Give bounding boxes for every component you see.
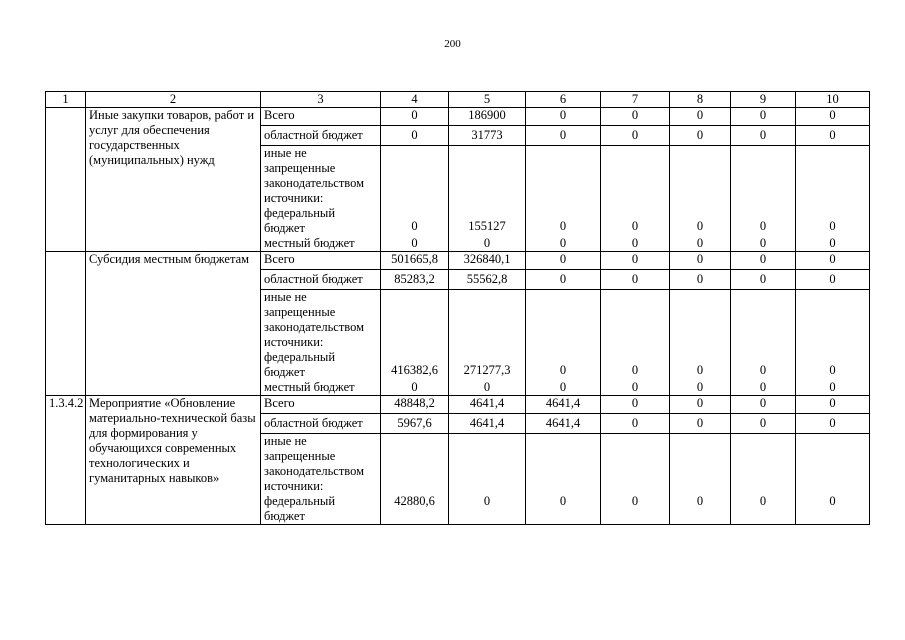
budget-table — [45, 91, 870, 525]
value-stack — [604, 290, 666, 395]
federal-value: 155127 — [468, 219, 506, 233]
federal-value: 0 — [829, 363, 836, 377]
source-line: запрещенные — [264, 449, 336, 463]
source-line-local: местный бюджет — [264, 380, 355, 394]
value-cell-stack — [670, 290, 731, 396]
value-stack — [734, 146, 792, 251]
local-value: 0 — [483, 380, 491, 394]
value-cell-stack — [670, 146, 731, 252]
source-label-regional: областной бюджет — [261, 126, 381, 146]
federal-value: 0 — [759, 363, 767, 377]
source-line: бюджет — [264, 365, 305, 379]
value-cell: 186900 — [449, 108, 526, 126]
value-cell: 0 — [670, 396, 731, 414]
value-stack — [604, 434, 666, 524]
value-stack — [529, 290, 597, 395]
federal-value: 0 — [631, 494, 639, 508]
local-value: 0 — [559, 236, 567, 250]
value-cell-stack — [449, 290, 526, 396]
value-cell: 0 — [731, 414, 796, 434]
value-cell-stack — [526, 290, 601, 396]
value-cell: 0 — [601, 270, 670, 290]
header-cell: 5 — [449, 92, 526, 108]
value-cell: 0 — [381, 126, 449, 146]
value-cell: 0 — [731, 108, 796, 126]
header-cell: 2 — [86, 92, 261, 108]
header-cell: 1 — [46, 92, 86, 108]
value-cell-stack — [796, 290, 870, 396]
local-value: 0 — [559, 380, 567, 394]
value-cell: 0 — [796, 108, 870, 126]
local-value: 0 — [411, 380, 418, 394]
federal-value: 0 — [696, 363, 704, 377]
row-name-cell: Мероприятие «Обновление материально-технической базы для формирования у обучающихся современных технологических и гуманитарных навыков» — [86, 396, 261, 525]
value-stack — [604, 146, 666, 251]
value-cell-stack — [796, 146, 870, 252]
value-cell-stack — [381, 290, 449, 396]
source-line: запрещенные — [264, 161, 336, 175]
table-row-total — [46, 252, 870, 270]
value-cell: 0 — [526, 126, 601, 146]
value-cell: 55562,8 — [449, 270, 526, 290]
source-line: федеральный — [264, 494, 336, 508]
source-label-total: Всего — [261, 108, 381, 126]
federal-value: 0 — [483, 494, 491, 508]
value-cell: 0 — [670, 108, 731, 126]
value-cell-stack — [670, 434, 731, 525]
federal-value: 0 — [696, 219, 704, 233]
value-stack — [673, 146, 727, 251]
value-stack — [799, 434, 866, 524]
source-line: бюджет — [264, 221, 305, 235]
local-value: 0 — [696, 236, 704, 250]
local-value: 0 — [631, 380, 639, 394]
federal-value: 0 — [829, 494, 836, 508]
value-cell: 0 — [796, 414, 870, 434]
value-cell: 4641,4 — [449, 396, 526, 414]
value-cell: 0 — [731, 396, 796, 414]
value-stack — [673, 290, 727, 395]
value-cell: 4641,4 — [526, 414, 601, 434]
value-cell: 0 — [731, 270, 796, 290]
value-cell: 4641,4 — [526, 396, 601, 414]
federal-value: 271277,3 — [463, 363, 511, 377]
value-stack — [452, 290, 522, 395]
federal-value: 0 — [631, 219, 639, 233]
value-cell: 0 — [526, 252, 601, 270]
value-cell-stack — [449, 146, 526, 252]
value-cell: 0 — [731, 252, 796, 270]
value-cell-stack — [601, 290, 670, 396]
value-stack — [452, 146, 522, 251]
table-row-total — [46, 396, 870, 414]
source-line-local: местный бюджет — [264, 236, 355, 250]
federal-value: 0 — [829, 219, 836, 233]
source-line: законодательством — [264, 176, 365, 190]
federal-value: 0 — [696, 494, 704, 508]
value-cell: 0 — [601, 396, 670, 414]
source-label-other — [261, 146, 381, 252]
value-cell: 0 — [526, 108, 601, 126]
value-cell: 0 — [526, 270, 601, 290]
value-stack — [384, 290, 445, 395]
source-line: законодательством — [264, 320, 365, 334]
value-stack — [529, 146, 597, 251]
federal-value: 0 — [759, 494, 767, 508]
row-name-cell: Субсидия местным бюджетам — [86, 252, 261, 396]
source-label-total: Всего — [261, 252, 381, 270]
value-stack — [384, 434, 445, 524]
value-cell: 0 — [670, 270, 731, 290]
source-line: федеральный — [264, 206, 336, 220]
header-cell: 10 — [796, 92, 870, 108]
value-cell: 4641,4 — [449, 414, 526, 434]
value-cell: 0 — [670, 414, 731, 434]
value-cell: 326840,1 — [449, 252, 526, 270]
value-cell: 0 — [601, 126, 670, 146]
value-cell-stack — [731, 290, 796, 396]
value-stack — [734, 290, 792, 395]
local-value: 0 — [829, 380, 836, 394]
value-cell-stack — [601, 146, 670, 252]
value-cell: 0 — [796, 126, 870, 146]
value-cell: 0 — [796, 252, 870, 270]
local-value: 0 — [483, 236, 491, 250]
value-cell: 0 — [601, 108, 670, 126]
source-line: источники: — [264, 191, 324, 205]
value-cell-stack — [449, 434, 526, 525]
federal-value: 0 — [559, 363, 567, 377]
table-row-total — [46, 108, 870, 126]
local-value: 0 — [411, 236, 418, 250]
source-line: федеральный — [264, 350, 336, 364]
value-stack — [384, 146, 445, 251]
value-stack — [452, 434, 522, 524]
value-cell: 85283,2 — [381, 270, 449, 290]
value-cell: 0 — [381, 108, 449, 126]
header-cell: 3 — [261, 92, 381, 108]
value-cell-stack — [526, 434, 601, 525]
source-label-regional: областной бюджет — [261, 270, 381, 290]
local-value: 0 — [696, 380, 704, 394]
value-cell-stack — [796, 434, 870, 525]
value-cell: 31773 — [449, 126, 526, 146]
source-line: иные не — [264, 434, 307, 448]
row-code-cell — [46, 108, 86, 252]
source-line: иные не — [264, 290, 307, 304]
row-name-cell: Иные закупки товаров, работ и услуг для обеспечения государственных (муниципальных) нужд — [86, 108, 261, 252]
local-value: 0 — [631, 236, 639, 250]
federal-value: 0 — [631, 363, 639, 377]
value-cell: 0 — [601, 252, 670, 270]
value-cell: 0 — [670, 252, 731, 270]
value-cell-stack — [731, 434, 796, 525]
row-code-cell — [46, 252, 86, 396]
source-line: источники: — [264, 479, 324, 493]
source-line: иные не — [264, 146, 307, 160]
value-cell-stack — [731, 146, 796, 252]
federal-value: 0 — [559, 494, 567, 508]
value-cell-stack — [381, 146, 449, 252]
value-cell-stack — [526, 146, 601, 252]
header-cell: 9 — [731, 92, 796, 108]
value-stack — [673, 434, 727, 524]
source-label-total: Всего — [261, 396, 381, 414]
value-cell: 0 — [731, 126, 796, 146]
header-cell: 8 — [670, 92, 731, 108]
value-stack — [734, 434, 792, 524]
source-line: запрещенные — [264, 305, 336, 319]
source-line: законодательством — [264, 464, 365, 478]
value-cell-stack — [381, 434, 449, 525]
header-cell: 4 — [381, 92, 449, 108]
value-cell: 0 — [796, 396, 870, 414]
header-cell: 6 — [526, 92, 601, 108]
local-value: 0 — [829, 236, 836, 250]
federal-value: 416382,6 — [391, 363, 438, 377]
header-row — [46, 92, 870, 108]
source-label-other — [261, 290, 381, 396]
source-line: бюджет — [264, 509, 305, 523]
value-cell: 0 — [601, 414, 670, 434]
source-label-other — [261, 434, 381, 525]
value-stack — [799, 290, 866, 395]
value-cell: 5967,6 — [381, 414, 449, 434]
value-cell: 0 — [670, 126, 731, 146]
value-stack — [529, 434, 597, 524]
value-cell-stack — [601, 434, 670, 525]
federal-value: 42880,6 — [394, 494, 435, 508]
header-cell: 7 — [601, 92, 670, 108]
value-cell: 0 — [796, 270, 870, 290]
page-number: 200 — [444, 38, 461, 50]
federal-value: 0 — [759, 219, 767, 233]
source-label-regional: областной бюджет — [261, 414, 381, 434]
federal-value: 0 — [559, 219, 567, 233]
value-cell: 48848,2 — [381, 396, 449, 414]
local-value: 0 — [759, 380, 767, 394]
federal-value: 0 — [411, 219, 418, 233]
local-value: 0 — [759, 236, 767, 250]
value-cell: 501665,8 — [381, 252, 449, 270]
row-code-cell: 1.3.4.2 — [46, 396, 86, 525]
source-line: источники: — [264, 335, 324, 349]
value-stack — [799, 146, 866, 251]
